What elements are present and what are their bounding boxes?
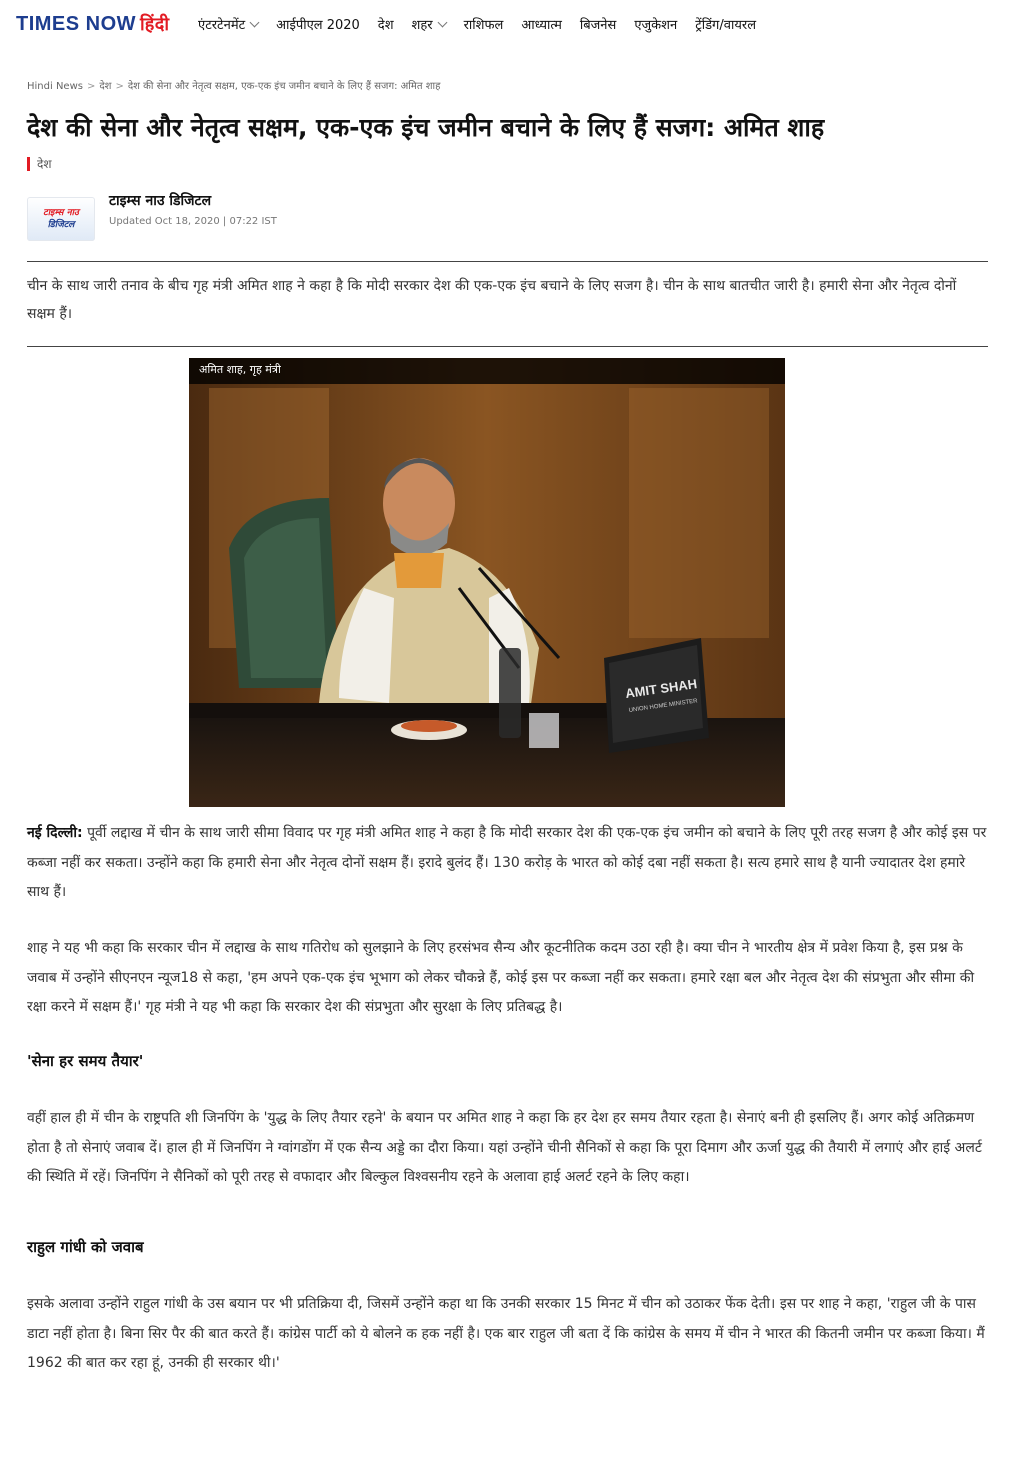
nav-item-label: देश [377, 18, 394, 33]
article-photo-illustration [189, 358, 785, 807]
article-subheading: राहुल गांधी को जवाब [27, 1238, 144, 1256]
nav-item-desh[interactable] [378, 15, 394, 33]
nav-item-shahar[interactable] [412, 15, 446, 33]
category-tag[interactable]: देश [27, 157, 52, 171]
nav-item-entertainment[interactable] [198, 15, 258, 33]
logo-hindi-text: हिंदी [140, 14, 170, 35]
nav-item-adhyatm[interactable] [521, 15, 562, 33]
breadcrumb-current: देश की सेना और नेतृत्व सक्षम, एक-एक इंच जमीन बचाने के लिए हैं सजग: अमित शाह [127, 81, 441, 92]
article-paragraph: शाह ने यह भी कहा कि सरकार चीन में लद्दाख के साथ गतिरोध को सुलझाने के लिए हरसंभव सैन्य और कूटनीतिक कदम उठा रही है। क्या चीन ने भारतीय क्षेत्र में प्रवेश किया है, इस प्रश्न के जवाब में उन्होंने सीएनएन न्यूज18 से कहा, 'हम अपने एक-एक इंच भूभाग को लेकर चौकन्ने हैं, कोई इस पर कब्जा नहीं कर सकता। हमारे रक्षा बल और नेतृत्व देश की संप्रभुता और सीमा की रक्षा करने में सक्षम हैं।' गृह मंत्री ने यह भी कहा कि सरकार देश की संप्रभुता और सुरक्षा के लिए प्रतिबद्ध है। [27, 940, 975, 1015]
breadcrumb-separator: > [115, 81, 124, 92]
nameplate-title: AMIT SHAH [624, 676, 698, 701]
article-paragraph: इसके अलावा उन्होंने राहुल गांधी के उस बयान पर भी प्रतिक्रिया दी, जिसमें उन्होंने कहा था कि उनकी सरकार 15 मिनट में चीन को उठाकर फेंक देती। इस पर शाह ने कहा, 'राहुल जी के पास डाटा नहीं होता है। बिना सिर पैर की बात करते हैं। कांग्रेस पार्टी को ये बोलने क हक नहीं है। एक बार राहुल जी बता दें कि कांग्रेस के समय में चीन ने भारत की कितनी जमीन पर कब्जा किया। मैं 1962 की बात कर रहा हूं, उनकी ही सरकार थी।' [27, 1296, 985, 1371]
article-paragraph: वहीं हाल ही में चीन के राष्ट्रपति शी जिनपिंग के 'युद्ध के लिए तैयार रहने' के बयान पर अमित शाह ने कहा कि हर देश हर समय तैयार रहता है। सेनाएं बनी ही इसलिए हैं। अगर कोई अतिक्रमण होता है तो सेनाएं जवाब दें। हाल ही में जिनपिंग ने ग्वांगडोंग में एक सैन्य अड्डे का दौरा किया। यहां उन्होंने चीनी सैनिकों से कहा कि पूरा दिमाग और ऊर्जा युद्ध की तैयारी में लगाएं और हाई अलर्ट की स्थिति में रहें। जिनपिंग ने सैनिकों को पूरी तरह से वफादार और बिल्कुल विश्वसनीय रहने के अलावा हाई अलर्ट रहने के लिए कहा। [27, 1110, 982, 1185]
nav-item-label: ट्रेंडिंग/वायरल [695, 18, 757, 33]
nav-item-label: एजुकेशन [634, 18, 678, 33]
nav-item-rashifal[interactable] [464, 15, 504, 33]
author-avatar-line1: टाइम्स नाउ [43, 208, 79, 218]
article-image [189, 358, 785, 807]
breadcrumb-home-link[interactable]: Hindi News [27, 81, 83, 92]
article-title: देश की सेना और नेतृत्व सक्षम, एक-एक इंच जमीन बचाने के लिए हैं सजग: अमित शाह [27, 113, 825, 142]
article-subheading: 'सेना हर समय तैयार' [27, 1052, 144, 1070]
nav-item-business[interactable] [580, 15, 616, 33]
top-nav [0, 0, 1016, 52]
nav-item-label: राशिफल [463, 18, 504, 33]
nav-item-trending[interactable] [695, 15, 756, 33]
image-caption: अमित शाह, गृह मंत्री [189, 358, 785, 384]
site-logo[interactable] [16, 12, 170, 36]
article-paragraph [27, 819, 989, 908]
nav-item-label: बिजनेस [579, 18, 617, 33]
author-avatar-line2: डिजिटल [47, 220, 75, 230]
updated-timestamp: Updated Oct 18, 2020 | 07:22 IST [109, 216, 277, 227]
nav-item-ipl[interactable] [276, 15, 360, 33]
breadcrumb-separator: > [86, 81, 96, 92]
author-name[interactable]: टाइम्स नाउ डिजिटल [109, 193, 212, 209]
divider [27, 261, 988, 262]
nav-item-label: शहर [411, 18, 433, 33]
chevron-down-icon [437, 17, 447, 27]
breadcrumb [27, 78, 440, 92]
author-avatar [27, 197, 95, 241]
nav-item-education[interactable] [634, 15, 677, 33]
nav-item-label: एंटरटेनमेंट [198, 18, 246, 33]
nav-item-label: आईपीएल 2020 [276, 18, 360, 33]
logo-text: TIMES NOW [16, 13, 137, 35]
article-summary: चीन के साथ जारी तनाव के बीच गृह मंत्री अमित शाह ने कहा है कि मोदी सरकार देश की एक-एक इंच बचाने के लिए सजग है। चीन के साथ बातचीत जारी है। हमारी सेना और नेतृत्व दोनों सक्षम हैं। [27, 278, 957, 322]
paragraph-text: पूर्वी लद्दाख में चीन के साथ जारी सीमा विवाद पर गृह मंत्री अमित शाह ने कहा है कि मोदी सरकार देश की एक-एक इंच जमीन को बचाने के लिए पूरी तरह सजग है और कोई इस पर कब्जा नहीं कर सकता। उन्होंने कहा कि हमारी सेना और नेतृत्व दोनों सक्षम हैं। इरादे बुलंद हैं। 130 करोड़ के भारत को कोई दबा नहीं सकता है। सत्य हमारे साथ है यानी ज्यादातर देश हमारे साथ हैं। [27, 825, 987, 900]
nameplate-subtitle: UNION HOME MINISTER [628, 698, 698, 714]
divider [27, 346, 988, 347]
breadcrumb-section-link[interactable]: देश [99, 81, 112, 92]
chevron-down-icon [250, 17, 260, 27]
nav-item-label: आध्यात्म [521, 18, 562, 33]
dateline: नई दिल्ली: [27, 825, 83, 841]
nav-menu [198, 15, 756, 33]
